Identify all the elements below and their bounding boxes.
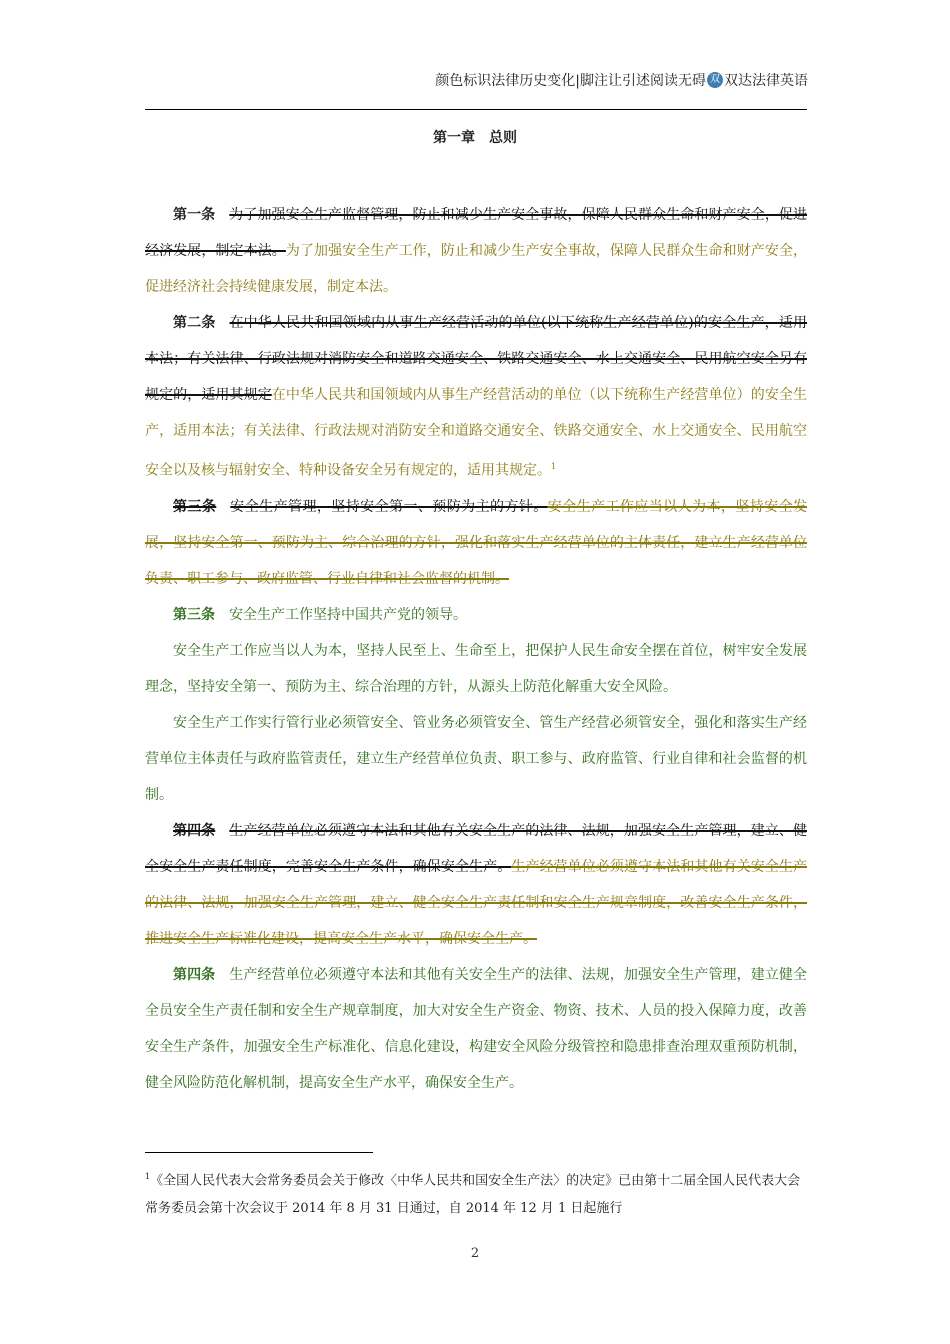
article-3-para-2: 安全生产工作应当以人为本，坚持人民至上、生命至上，把保护人民生命安全摆在首位，树牢安全发展理念，坚持安全第一、预防为主、综合治理的方针，从源头上防范化解重大安全风险。 [145, 642, 807, 695]
deleted-amended-text: 安全生产工作应当以人为本，坚持安全发展，坚持安全第一、预防为主、综合治理的方针，强化和落实生产经营单位的主体责任，建立生产经营单位负责、职工参与、政府监管、行业自律和社会监督的机制 [145, 498, 808, 587]
document-body [145, 197, 807, 1101]
footnote-number: 1 [145, 1172, 151, 1181]
shuangda-logo-icon: 双 [707, 72, 723, 88]
article-label: 第三条 [173, 606, 215, 623]
punctuation: 。 [497, 858, 512, 875]
deleted-text: 安全生产管理，坚持安全第一、预防为主的方针 [230, 498, 534, 515]
article-3 [145, 597, 807, 633]
article-2 [145, 305, 807, 489]
current-text: 生产经营单位必须遵守本法和其他有关安全生产的法律、法规，加强安全生产管理，建立健全全员安全生产责任制和安全生产规章制度，加大对安全生产资金、物资、技术、人员的投入保障力度，改善安全生产条件，加强安全生产标准化、信息化建设，构建安全风险分级管控和隐患排查治理双重预防机制，健全风险防范化解机制，提高安全生产水平，确保安全生产。 [145, 966, 807, 1091]
footnote [145, 1163, 807, 1223]
punctuation: 。 [523, 930, 537, 947]
deleted-text: 在中华人民共和国领域内从事生产经营活动的单位(以下统称生产经营单位)的安全生产，适用本法；有关法律、行政法规对消防安全和道路交通安全、铁路交通安全、水上交通安全、民用航空安全另有规定的，适用其规定 [145, 315, 808, 403]
article-label: 第二条 [173, 315, 216, 331]
article-label: 第四条 [173, 966, 216, 983]
header-brand: 双达法律英语 [724, 73, 808, 89]
article-3-para-3: 安全生产工作实行管行业必须管安全、管业务必须管安全、管生产经营必须管安全，强化和落实生产经营单位主体责任与政府监管责任，建立生产经营单位负责、职工参与、政府监管、行业自律和社会监督的机制。 [145, 714, 807, 803]
amended-text: 为了加强安全生产工作，防止和减少生产安全事故，保障人民群众生命和财产安全，促进经济社会持续健康发展，制定本法。 [145, 243, 808, 295]
article-label: 第三条 [173, 498, 217, 515]
deleted-amended-text: 生产经营单位必须遵守本法和其他有关安全生产的法律、法规，加强安全生产管理，建立、健全安全生产责任制和安全生产规章制度，改善安全生产条件，推进安全生产标准化建设，提高安全生产水平，确保安全生产 [145, 858, 808, 947]
punctuation: 。 [495, 570, 509, 587]
deleted-text: 为了加强安全生产监督管理，防止和减少生产安全事故，保障人民群众生命和财产安全，促进经济发展，制定本法。 [145, 207, 807, 259]
page-header [435, 70, 808, 90]
article-4-superseded [145, 813, 807, 957]
punctuation: 。 [533, 498, 548, 515]
current-text: 安全生产工作坚持中国共产党的领导。 [229, 606, 467, 623]
article-label: 第四条 [173, 822, 216, 839]
chapter-title: 第一章 总则 [433, 130, 517, 146]
article-3-superseded [145, 489, 807, 597]
deleted-text: 生产经营单位必须遵守本法和其他有关安全生产的法律、法规，加强安全生产管理，建立、健全安全生产责任制度，完善安全生产条件，确保安全生产 [145, 822, 807, 875]
footnote-text: 《全国人民代表大会常务委员会关于修改〈中华人民共和国安全生产法〉的决定》已由第十二届全国人民代表大会常务委员会第十次会议于 2014 年 8 月 31 日通过，自 2014 年 12 月 1 日起施行 [145, 1173, 801, 1217]
article-label: 第一条 [173, 207, 216, 223]
footnote-divider [145, 1152, 373, 1153]
footnote-ref[interactable]: 1 [551, 462, 557, 471]
header-text: 颜色标识法律历史变化|脚注让引述阅读无碍 [435, 73, 706, 89]
article-1 [145, 197, 807, 305]
article-4 [145, 957, 807, 1101]
amended-text: 在中华人民共和国领域内从事生产经营活动的单位（以下统称生产经营单位）的安全生产，适用本法；有关法律、行政法规对消防安全和道路交通安全、铁路交通安全、水上交通安全、民用航空安全以及核与辐射安全、特种设备安全另有规定的，适用其规定。 [145, 387, 808, 479]
page-number: 2 [470, 1246, 480, 1261]
header-divider [145, 109, 807, 110]
